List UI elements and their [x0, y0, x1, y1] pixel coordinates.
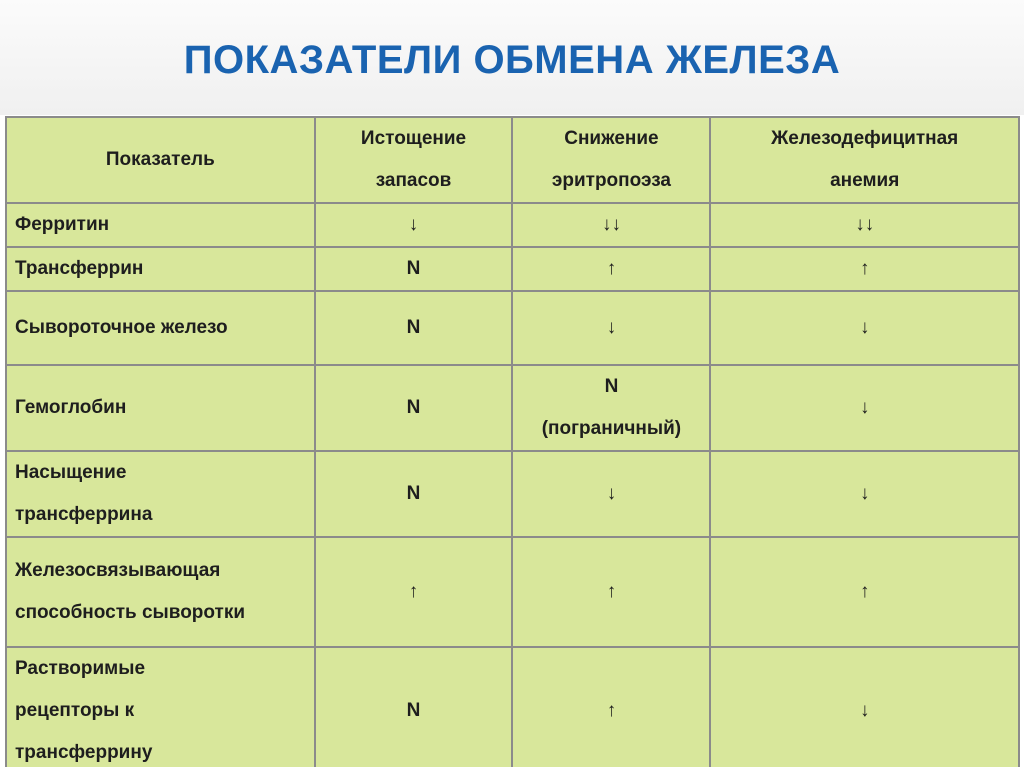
row-name-line2: рецепторы к	[15, 700, 135, 721]
header-erythropoiesis	[512, 117, 710, 203]
cell-depletion: ↓	[315, 203, 513, 247]
header-depletion-line2: запасов	[375, 170, 452, 191]
row-name	[6, 647, 315, 767]
cell-anemia: ↑	[710, 537, 1019, 647]
header-erythro-line2: эритропоэза	[551, 170, 671, 191]
row-name-line3: трансферрину	[15, 742, 153, 763]
cell-erythro-line2: (пограничный)	[541, 418, 682, 439]
cell-depletion: ↑	[315, 537, 513, 647]
header-anemia	[710, 117, 1019, 203]
cell-anemia: ↓	[710, 647, 1019, 767]
cell-erythropoiesis: ↓	[512, 291, 710, 365]
row-name	[6, 451, 315, 537]
row-name: Ферритин	[6, 203, 315, 247]
cell-depletion: N	[315, 647, 513, 767]
cell-anemia: ↓	[710, 451, 1019, 537]
row-name-line1: Насыщение	[15, 462, 127, 483]
cell-anemia: ↓	[710, 291, 1019, 365]
header-depletion	[315, 117, 513, 203]
cell-erythropoiesis: ↑	[512, 647, 710, 767]
row-name: Гемоглобин	[6, 365, 315, 451]
table-row	[6, 647, 1019, 767]
table-row	[6, 291, 1019, 365]
row-name-line2: трансферрина	[15, 504, 153, 525]
row-name-line1: Железосвязывающая	[15, 560, 221, 581]
table-row	[6, 451, 1019, 537]
cell-anemia: ↓	[710, 365, 1019, 451]
cell-depletion: N	[315, 247, 513, 291]
cell-depletion: N	[315, 291, 513, 365]
cell-erythropoiesis: ↑	[512, 247, 710, 291]
row-name-line1: Растворимые	[15, 658, 146, 679]
cell-erythropoiesis	[512, 365, 710, 451]
row-name: Трансферрин	[6, 247, 315, 291]
header-anemia-line2: анемия	[830, 170, 900, 191]
table-row	[6, 365, 1019, 451]
row-name	[6, 537, 315, 647]
cell-depletion: N	[315, 365, 513, 451]
cell-anemia: ↓↓	[710, 203, 1019, 247]
table-header-row	[6, 117, 1019, 203]
table-row	[6, 537, 1019, 647]
header-indicator: Показатель	[6, 117, 315, 203]
row-name-line2: способность сыворотки	[15, 602, 246, 623]
row-name: Сывороточное железо	[6, 291, 315, 365]
header-erythro-line1: Снижение	[564, 128, 659, 149]
header-anemia-line1: Железодефицитная	[771, 128, 959, 149]
page-title: ПОКАЗАТЕЛИ ОБМЕНА ЖЕЛЕЗА	[183, 38, 841, 82]
cell-anemia: ↑	[710, 247, 1019, 291]
cell-depletion: N	[315, 451, 513, 537]
cell-erythropoiesis: ↓↓	[512, 203, 710, 247]
cell-erythropoiesis: ↓	[512, 451, 710, 537]
table-row	[6, 203, 1019, 247]
iron-metabolism-table	[5, 116, 1020, 767]
cell-erythropoiesis: ↑	[512, 537, 710, 647]
cell-erythro-line1: N	[604, 376, 619, 397]
header-depletion-line1: Истощение	[360, 128, 467, 149]
table-row	[6, 247, 1019, 291]
